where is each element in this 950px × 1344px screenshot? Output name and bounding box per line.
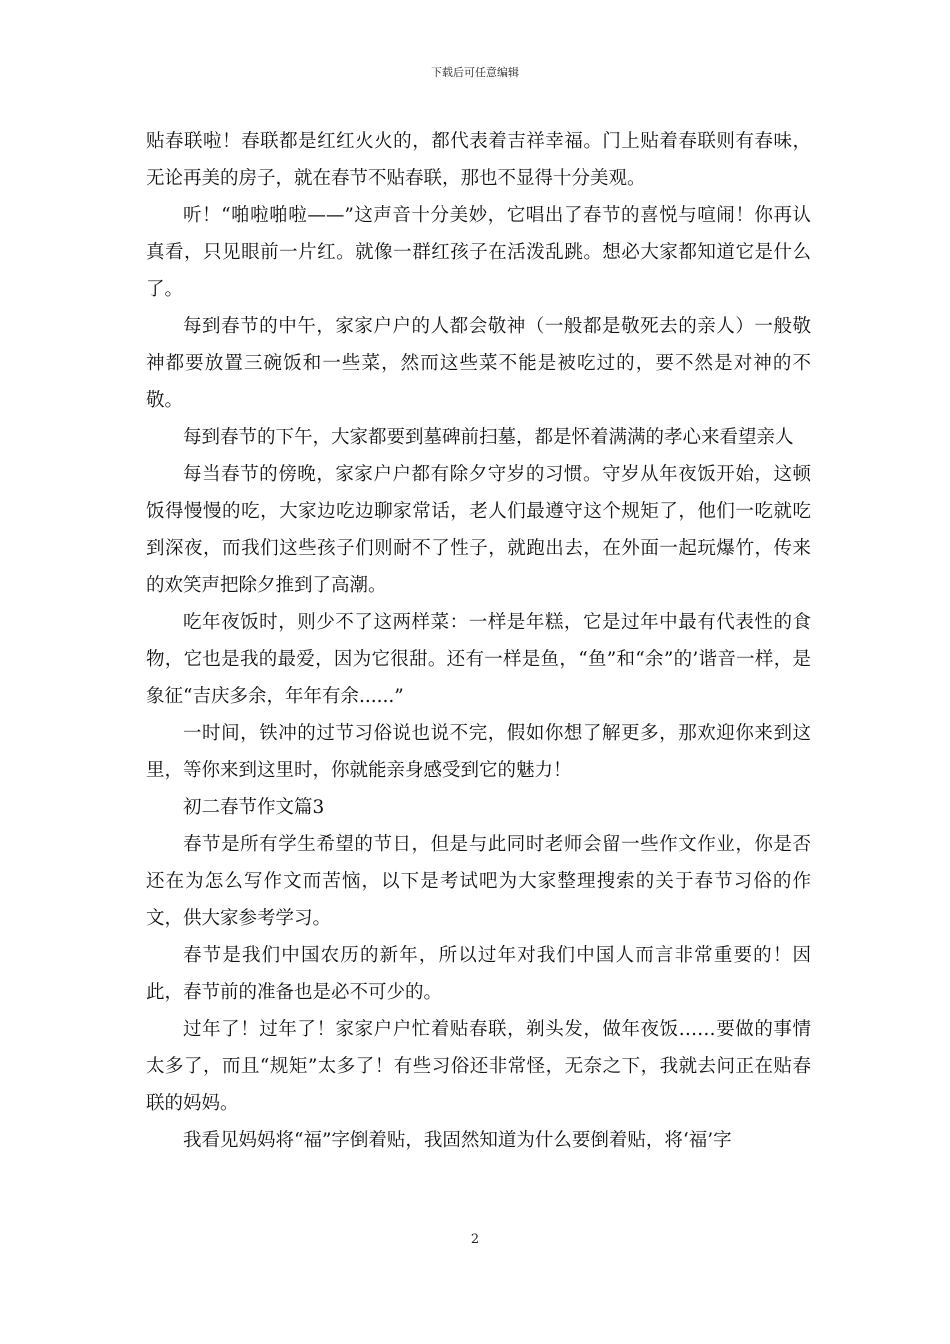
paragraph: 春节是所有学生希望的节日，但是与此同时老师会留一些作文作业，你是否还在为怎么写作文而苦恼，以下是考试吧为大家整理搜索的关于春节习俗的作文，供大家参考学习。	[146, 834, 811, 929]
paragraph: 每到春节的下午，大家都要到墓碑前扫墓，都是怀着满满的孝心来看望亲人	[183, 427, 794, 448]
page-number: 2	[470, 1232, 480, 1247]
paragraph: 每到春节的中午，家家户户的人都会敬神（一般都是敬死去的亲人）一般敬神都要放置三碗饭和一些菜，然而这些菜不能是被吃过的，要不然是对神的不敬。	[146, 316, 811, 411]
document-body	[146, 123, 811, 1159]
section-title: 初二春节作文篇3	[183, 797, 325, 818]
paragraph: 吃年夜饭时，则少不了这两样菜：一样是年糕，它是过年中最有代表性的食物，它也是我的最爱，因为它很甜。还有一样是鱼，“鱼”和“余”的’谐音一样，是象征“吉庆多余，年年有余......”	[146, 612, 811, 707]
paragraph: 过年了！过年了！家家户户忙着贴春联，剃头发，做年夜饭……要做的事情太多了，而且“规矩”太多了！有些习俗还非常怪，无奈之下，我就去问正在贴春联的妈妈。	[146, 1019, 811, 1114]
paragraph: 春节是我们中国农历的新年，所以过年对我们中国人而言非常重要的！因此，春节前的准备也是必不可少的。	[146, 945, 811, 1003]
paragraph: 我看见妈妈将“福”字倒着贴，我固然知道为什么要倒着贴，将‘福’字	[183, 1130, 732, 1151]
paragraph: 每当春节的傍晚，家家户户都有除夕守岁的习惯。守岁从年夜饭开始，这顿饭得慢慢的吃，大家边吃边聊家常话，老人们最遵守这个规矩了，他们一吃就吃到深夜，而我们这些孩子们则耐不了性子，就跑出去，在外面一起玩爆竹，传来的欢笑声把除夕推到了高潮。	[146, 464, 811, 596]
paragraph: 听！“啪啦啪啦——”这声音十分美妙，它唱出了春节的喜悦与喧闹！你再认真看，只见眼前一片红。就像一群红孩子在活泼乱跳。想必大家都知道它是什么了。	[146, 205, 811, 300]
paragraph: 贴春联啦！春联都是红红火火的，都代表着吉祥幸福。门上贴着春联则有春味，无论再美的房子，就在春节不贴春联，那也不显得十分美观。	[146, 131, 811, 189]
page-header: 下载后可任意编辑	[431, 66, 519, 79]
paragraph: 一时间，铁冲的过节习俗说也说不完，假如你想了解更多，那欢迎你来到这里，等你来到这里时，你就能亲身感受到它的魅力！	[146, 723, 811, 781]
